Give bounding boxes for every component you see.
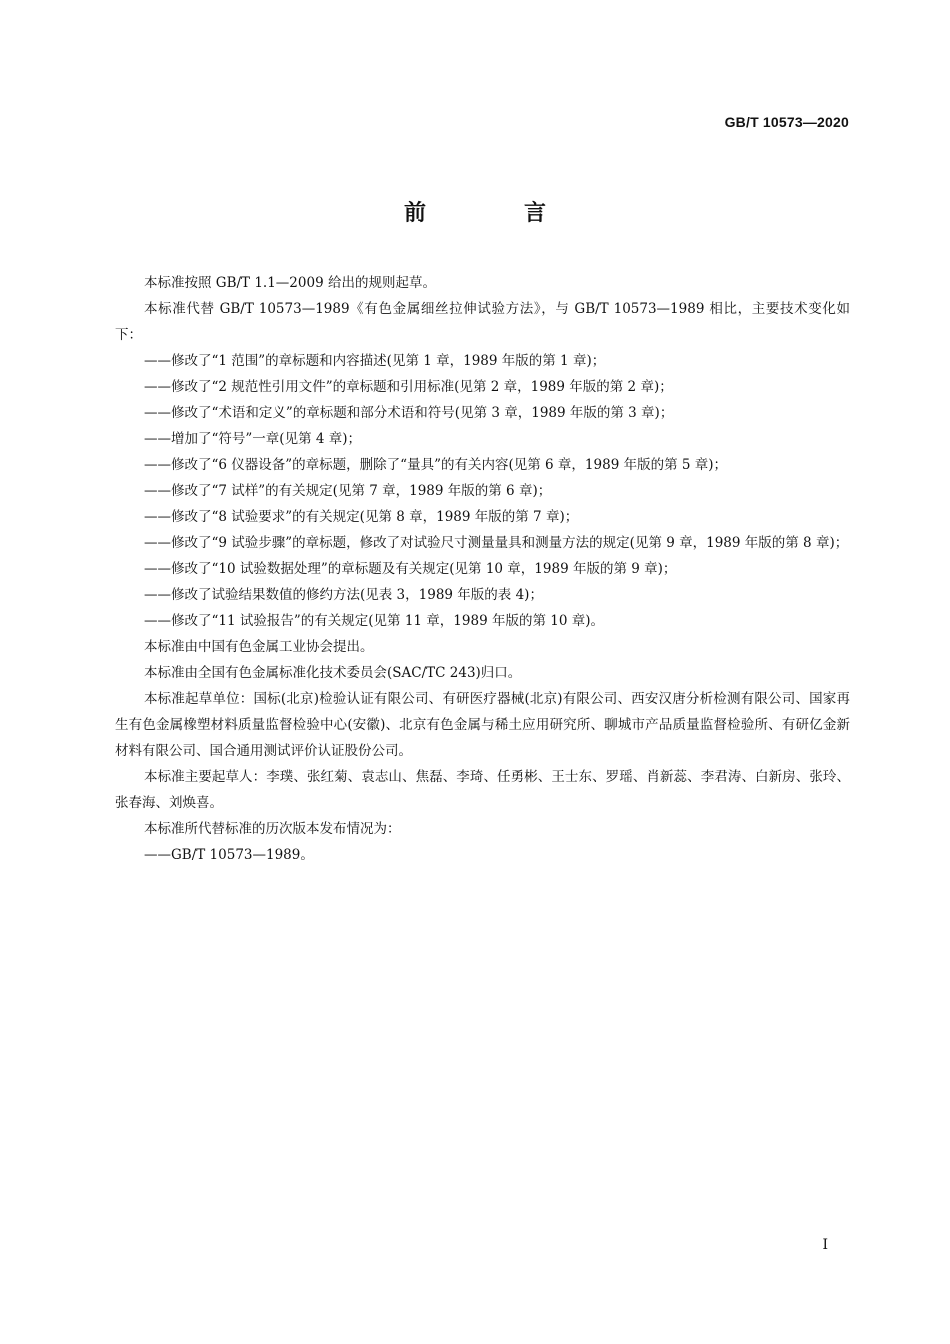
page-number: I — [822, 1237, 828, 1253]
paragraph-history-intro: 本标准所代替标准的历次版本发布情况为： — [144, 821, 401, 837]
list-item: ——修改了“6 仪器设备”的章标题，删除了“量具”的有关内容(见第 6 章，1989 年版的第 5 章)； — [144, 457, 728, 473]
list-item: ——修改了“10 试验数据处理”的章标题及有关规定(见第 10 章，1989 年版的第 9 章)； — [144, 561, 677, 577]
paragraph-drafting-rules: 本标准按照 GB/T 1.1—2009 给出的规则起草。 — [144, 275, 436, 291]
list-item: ——修改了“2 规范性引用文件”的章标题和引用标准(见第 2 章，1989 年版的第 2 章)； — [144, 379, 673, 395]
list-item: ——修改了“1 范围”的章标题和内容描述(见第 1 章，1989 年版的第 1 章)； — [144, 353, 606, 369]
foreword-body — [115, 270, 850, 868]
list-item: ——GB/T 10573—1989。 — [144, 847, 314, 863]
list-item: ——修改了试验结果数值的修约方法(见表 3，1989 年版的表 4)； — [144, 587, 543, 603]
list-item: ——修改了“术语和定义”的章标题和部分术语和符号(见第 3 章，1989 年版的第 3 章)； — [144, 405, 674, 421]
history-list — [115, 842, 850, 868]
list-item: ——修改了“7 试样”的有关规定(见第 7 章，1989 年版的第 6 章)； — [144, 483, 552, 499]
change-list — [115, 348, 850, 634]
list-item: ——修改了“11 试验报告”的有关规定(见第 11 章，1989 年版的第 10 章)。 — [144, 613, 604, 629]
list-item: ——修改了“8 试验要求”的有关规定(见第 8 章，1989 年版的第 7 章)； — [144, 509, 579, 525]
paragraph-proposer: 本标准由中国有色金属工业协会提出。 — [144, 639, 374, 655]
paragraph-drafters: 本标准主要起草人：李璞、张红菊、袁志山、焦磊、李琦、任勇彬、王士东、罗瑶、肖新蕊、李君涛、白新房、张玲、张春海、刘焕喜。 — [115, 769, 850, 811]
paragraph-committee: 本标准由全国有色金属标准化技术委员会(SAC/TC 243)归口。 — [144, 665, 522, 681]
paragraph-drafting-units: 本标准起草单位：国标(北京)检验认证有限公司、有研医疗器械(北京)有限公司、西安汉唐分析检测有限公司、国家再生有色金属橡塑材料质量监督检验中心(安徽)、北京有色金属与稀土应用研究所、聊城市产品质量监督检验所、有研亿金新材料有限公司、国合通用测试评价认证股份公司。 — [115, 691, 850, 759]
paragraph-replacement: 本标准代替 GB/T 10573—1989《有色金属细丝拉伸试验方法》，与 GB/T 10573—1989 相比，主要技术变化如下： — [115, 301, 850, 343]
page-title: 前 言 — [403, 201, 584, 226]
standard-code: GB/T 10573—2020 — [724, 114, 849, 130]
list-item: ——修改了“9 试验步骤”的章标题，修改了对试验尺寸测量量具和测量方法的规定(见第 9 章，1989 年版的第 8 章)； — [144, 535, 849, 551]
list-item: ——增加了“符号”一章(见第 4 章)； — [144, 431, 362, 447]
